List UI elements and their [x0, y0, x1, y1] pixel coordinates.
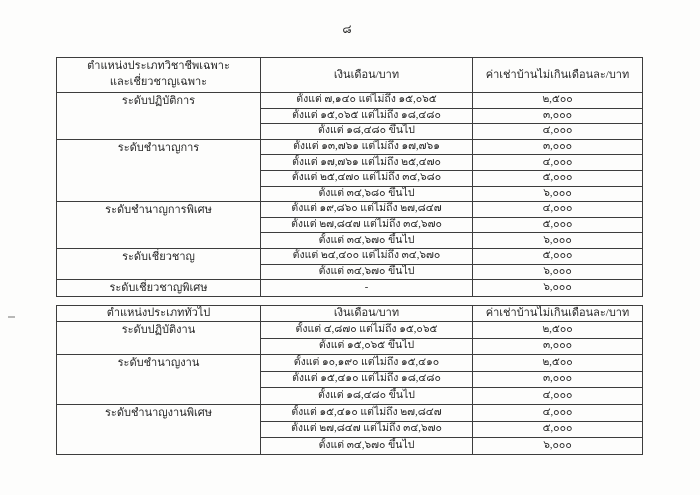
- salary-range-cell: ตั้งแต่ ๑๕,๐๖๕ ขึ้นไป: [261, 338, 473, 355]
- salary-range-cell: ตั้งแต่ ๑๕,๔๑๐ แต่ไม่ถึง ๑๘,๔๘๐: [261, 371, 473, 388]
- rent-amount-cell: ๓,๐๐๐: [473, 108, 643, 124]
- rent-amount-cell: ๖,๐๐๐: [473, 438, 643, 455]
- table-row: [57, 280, 643, 297]
- rent-amount-cell: ๓,๐๐๐: [473, 139, 643, 155]
- rent-amount-cell: ๕,๐๐๐: [473, 248, 643, 264]
- salary-range-cell: ตั้งแต่ ๒๗,๘๔๗ แต่ไม่ถึง ๓๔,๖๗๐: [261, 421, 473, 438]
- rent-amount-cell: ๖,๐๐๐: [473, 264, 643, 280]
- salary-range-cell: ตั้งแต่ ๓๔,๖๗๐ ขึ้นไป: [261, 233, 473, 249]
- rent-amount-cell: ๖,๐๐๐: [473, 186, 643, 202]
- table-header-row: [57, 306, 643, 322]
- salary-range-cell: ตั้งแต่ ๑๗,๗๖๑ แต่ไม่ถึง ๒๕,๔๗๐: [261, 155, 473, 171]
- salary-range-cell: ตั้งแต่ ๑๙,๘๖๐ แต่ไม่ถึง ๒๗,๘๔๗: [261, 202, 473, 218]
- rent-amount-cell: ๒,๕๐๐: [473, 93, 643, 109]
- rent-amount-cell: ๔,๐๐๐: [473, 202, 643, 218]
- rent-amount-cell: ๕,๐๐๐: [473, 170, 643, 186]
- position-level-label: ระดับเชี่ยวชาญพิเศษ: [57, 280, 261, 297]
- rent-amount-cell: ๕,๐๐๐: [473, 217, 643, 233]
- position-level-label: ระดับปฏิบัติงาน: [57, 322, 261, 355]
- col-header-rent: ค่าเช่าบ้านไม่เกินเดือนละ/บาท: [473, 306, 643, 322]
- table-row: [57, 404, 643, 421]
- salary-range-cell: ตั้งแต่ ๓๔,๖๗๐ ขึ้นไป: [261, 264, 473, 280]
- salary-range-cell: ตั้งแต่ ๔,๘๗๐ แต่ไม่ถึง ๑๕,๐๖๕: [261, 322, 473, 339]
- rent-amount-cell: ๔,๐๐๐: [473, 124, 643, 140]
- page-number: ๘: [342, 22, 352, 36]
- table-row: [57, 93, 643, 109]
- salary-range-cell: ตั้งแต่ ๓๔,๖๘๐ ขึ้นไป: [261, 186, 473, 202]
- salary-range-cell: ตั้งแต่ ๗,๑๔๐ แต่ไม่ถึง ๑๕,๐๖๕: [261, 93, 473, 109]
- position-level-label: ระดับชำนาญการ: [57, 139, 261, 201]
- salary-range-cell: ตั้งแต่ ๑๓,๗๖๑ แต่ไม่ถึง ๑๗,๗๖๑: [261, 139, 473, 155]
- col-header-position-line2: และเชี่ยวชาญเฉพาะ: [109, 76, 208, 88]
- salary-range-cell: -: [261, 280, 473, 297]
- rent-amount-cell: ๖,๐๐๐: [473, 280, 643, 297]
- col-header-salary: เงินเดือน/บาท: [261, 306, 473, 322]
- rent-amount-cell: ๔,๐๐๐: [473, 404, 643, 421]
- salary-range-cell: ตั้งแต่ ๑๐,๑๙๐ แต่ไม่ถึง ๑๕,๔๑๐: [261, 355, 473, 372]
- col-header-position-type: ตำแหน่งประเภททั่วไป: [57, 306, 261, 322]
- scan-artifact: [8, 316, 15, 318]
- salary-range-cell: ตั้งแต่ ๒๗,๘๔๗ แต่ไม่ถึง ๓๔,๖๗๐: [261, 217, 473, 233]
- rent-amount-cell: ๔,๐๐๐: [473, 388, 643, 405]
- col-header-position-line1: ตำแหน่งประเภทวิชาชีพเฉพาะ: [87, 60, 230, 73]
- position-level-label: ระดับเชี่ยวชาญ: [57, 248, 261, 279]
- col-header-salary: เงินเดือน/บาท: [261, 58, 473, 93]
- salary-range-cell: ตั้งแต่ ๑๕,๐๖๕ แต่ไม่ถึง ๑๘,๔๘๐: [261, 108, 473, 124]
- table-row: [57, 202, 643, 218]
- salary-range-cell: ตั้งแต่ ๓๔,๖๗๐ ขึ้นไป: [261, 438, 473, 455]
- col-header-position-type: [57, 58, 261, 93]
- rent-amount-cell: ๓,๐๐๐: [473, 371, 643, 388]
- table-header-row: [57, 58, 643, 93]
- salary-range-cell: ตั้งแต่ ๒๕,๔๗๐ แต่ไม่ถึง ๓๔,๖๘๐: [261, 170, 473, 186]
- rent-amount-cell: ๒,๕๐๐: [473, 355, 643, 372]
- salary-range-cell: ตั้งแต่ ๑๘,๔๘๐ ขึ้นไป: [261, 388, 473, 405]
- position-level-label: ระดับปฏิบัติการ: [57, 93, 261, 140]
- table-row: [57, 248, 643, 264]
- rent-amount-cell: ๒,๕๐๐: [473, 322, 643, 339]
- position-level-label: ระดับชำนาญการพิเศษ: [57, 202, 261, 249]
- table-professional-positions: [56, 57, 643, 297]
- table-row: [57, 355, 643, 372]
- rent-amount-cell: ๖,๐๐๐: [473, 233, 643, 249]
- rent-amount-cell: ๕,๐๐๐: [473, 421, 643, 438]
- rent-amount-cell: ๓,๐๐๐: [473, 338, 643, 355]
- salary-range-cell: ตั้งแต่ ๑๕,๔๑๐ แต่ไม่ถึง ๒๗,๘๔๗: [261, 404, 473, 421]
- table-body: [57, 93, 643, 297]
- table-row: [57, 322, 643, 339]
- table-row: [57, 139, 643, 155]
- salary-range-cell: ตั้งแต่ ๑๘,๔๘๐ ขึ้นไป: [261, 124, 473, 140]
- table-body: [57, 322, 643, 455]
- rent-amount-cell: ๔,๐๐๐: [473, 155, 643, 171]
- position-level-label: ระดับชำนาญงานพิเศษ: [57, 404, 261, 454]
- col-header-rent: ค่าเช่าบ้านไม่เกินเดือนละ/บาท: [473, 58, 643, 93]
- position-level-label: ระดับชำนาญงาน: [57, 355, 261, 405]
- table-general-positions: [56, 305, 643, 455]
- salary-range-cell: ตั้งแต่ ๒๔,๔๐๐ แต่ไม่ถึง ๓๔,๖๗๐: [261, 248, 473, 264]
